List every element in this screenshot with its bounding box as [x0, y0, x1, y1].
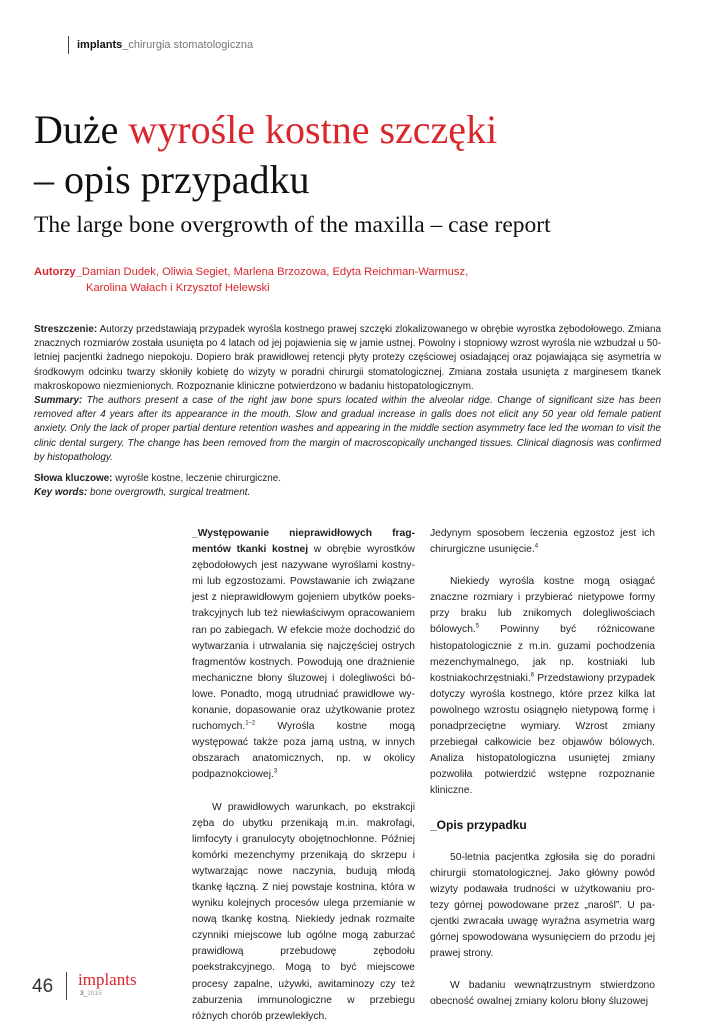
citation: 4: [534, 543, 539, 550]
title-red: wyrośle kostne szczęki: [128, 107, 498, 152]
footer-issue-year: 2015: [87, 990, 102, 997]
abstract-pl-label: Streszczenie:: [34, 324, 98, 335]
abstract-en-text: The authors present a case of the right jaw bone spurs located within the alveolar ridge. Change of significant size has been removed after 4 years after its appearance in the mouth. Slow and gradual increase in galls does not elicit any 50 year old female patient anxiety. Only the lack of proper partial denture retention washes and appearing in the middle section asymmetry face led the woman to visit the clinic dental surgery. The change has been removed from the margin of macroscopically unchanged tissues. Clinical diagnosis was confirmed by histopathology.: [34, 395, 661, 463]
keywords-pl-text: wyrośle kostne, leczenie chirurgiczne.: [112, 473, 281, 484]
body-column-1: [192, 526, 415, 1025]
keywords-pl: [34, 472, 661, 486]
col1-paragraph-2: W prawidłowych warunkach, po ekstrakcji zęba do ubytku przenikają m.in. makrofagi, limfocyty i granulocyty obojętnochłonne. Później komórki mezenchymy przenikają do skrzepu i wytwarzając nowe naczynia, budują młodą tkankę łączną. Z niej powstaje kostnina, która w wyniku kolejnych procesów ulega przemianie w nową tkankę kostną. Niekiedy jednak rozmaite czynniki miejscowe lub ogólne mogą zaburzać prawidłową przebudowę zębodołu poekstrakcyjnego. Mogą to być miejscowe procesy zapalne, używki, awitaminozy czy też zaburzenia immunologiczne w przebiegu różnych chorób przewlekłych.: [192, 801, 415, 1022]
citation: 3: [273, 768, 278, 775]
keywords-pl-label: Słowa kluczowe:: [34, 473, 113, 484]
footer-issue-number: 3_: [80, 990, 88, 997]
col1-lead: _Występowanie nieprawidłowych fragmentów tkanki kostnej: [192, 528, 415, 556]
col2-paragraph-3: W badaniu wewnątrzustnym stwierdzono obecność owalnej zmiany koloru błony śluzowej: [430, 980, 655, 1008]
keywords-en: [34, 486, 661, 500]
citation: 1–2: [245, 720, 256, 727]
article-title: [34, 105, 684, 205]
keywords-en-label: Key words:: [34, 487, 88, 499]
col2-paragraph-2: 50-letnia pacjentka zgłosiła się do poradni chirurgii stomatologicznej. Jako główny powód wizyty podawała trudności w użytkowaniu protezy górnej powodowane przez „narośl”. U pacjentki zwracała uwagę wyraźna asymetria warg górnej spowodowana wysunięciem do przodu jej prawej strony.: [430, 851, 655, 960]
body-column-2: [430, 526, 655, 1010]
keywords-en-text: bone overgrowth, surgical treatment.: [87, 487, 251, 499]
abstract-pl-text: Autorzy przedstawiają przypadek wyrośla kostnego prawej szczęki zlokalizowanego w obrębie wyrostka zębodołowego. Zmiana znacznych rozmiarów została usunięta po 4 latach od jej pojawienia się w jamie ustnej. Powolny i stopniowy wzrost wyrośla nie wzbudzał u 50-letniej pacjentki żadnego niepokoju. Dopiero brak prawidłowej retencji płyty protezy częściowej osiadającej oraz pojawiająca się asymetria w środkowym odcinku twarzy skłoniły kobietę do wizyty w poradni chirurgii stomatologicznej. Zmiana została usunięta z marginesem tkanek makroskopowo niezmienionych. Rozpoznanie kliniczne potwierdzono w badaniu histopatologicznym.: [34, 324, 661, 392]
citation: 5: [475, 624, 480, 631]
col2-paragraph-0: [430, 526, 655, 558]
authors-block: [34, 264, 468, 296]
abstract-pl: [34, 323, 661, 394]
abstract-en: [34, 394, 661, 465]
citation: 6: [530, 672, 535, 679]
title-part1: Duże: [34, 107, 129, 152]
col1-p1-text2: Wyrośla kostne mogą występować także poza jamą ustną, w innych obszarach anatomicznych, np. w okolicy podpaznokciowej.: [192, 721, 415, 781]
footer-journal-logo: implants: [78, 970, 137, 989]
page-number: 46: [32, 976, 54, 997]
authors-label: Autorzy_: [34, 266, 82, 278]
col2-p0-text: Jedynym sposobem leczenia egzostoz jest ich chirurgiczne usunięcie.: [430, 528, 655, 556]
col2-p1-text2: Powinny być różnicowane histopatologicznie z m.in. guzami pochodzenia mezenchymalnego, jak np. kostniaki lub kostniakochrzęstniaki.: [430, 624, 655, 684]
authors-line2: Karolina Wałach i Krzysztof Helewski: [86, 282, 270, 294]
section-heading-case: _Opis przypadku: [430, 817, 527, 832]
header-journal: implants_: [77, 39, 129, 51]
article-subtitle: The large bone overgrowth of the maxilla – case report: [34, 212, 551, 238]
running-header: [68, 36, 253, 54]
authors-line1: Damian Dudek, Oliwia Segiet, Marlena Brzozowa, Edyta Reichman-Warmusz,: [81, 266, 469, 278]
col2-paragraph-1: [430, 574, 655, 799]
abstract-en-label: Summary:: [34, 395, 83, 407]
footer-issue: [80, 990, 102, 997]
title-line2: – opis przypadku: [34, 157, 310, 202]
col1-p1-text: w obrębie wyrostków zębodołowych jest nazywane wyroślami kostnymi lub egzostozami. Powstawanie ich związane jest z nieprawidłowym gojeniem ubytków poekstrakcyjnych lub też niewłaściwym opracowaniem ran po zabiegach. W efekcie może dochodzić do wytwarzania i utrwalania się najczęściej ostrych fragmentów kostnych. Powodują one drażnienie mechaniczne błony śluzowej i dolegliwości bólowe. Ponadto, mogą utrudniać prawidłowe wykonanie, dopasowanie oraz użytkowanie protez ruchomych.: [192, 544, 415, 733]
col2-p1-text: Niekiedy wyrośla kostne mogą osiągać znaczne rozmiary i przybierać nietypowe formy przy braku lub znikomych dolegliwościach bólowych.: [430, 576, 655, 636]
col1-paragraph-1: [192, 526, 415, 784]
footer-divider: [66, 972, 67, 1000]
keywords: [34, 472, 661, 500]
header-section: chirurgia stomatologiczna: [128, 39, 254, 51]
abstract: [34, 323, 661, 465]
col2-p1-text3: Przedstawiony przypadek dotyczy wyrośla kostnego, które przez kilka lat powolnego wzrostu osiągnęło nietypową formę i ponadprzeciętne wymiary. Wzrost zmiany przebiegał całkowicie bez objawów bólowych. Analiza histopatologiczna usuniętej zmiany pozwoliła potwierdzić wstępne rozpoznanie kliniczne.: [430, 672, 655, 797]
